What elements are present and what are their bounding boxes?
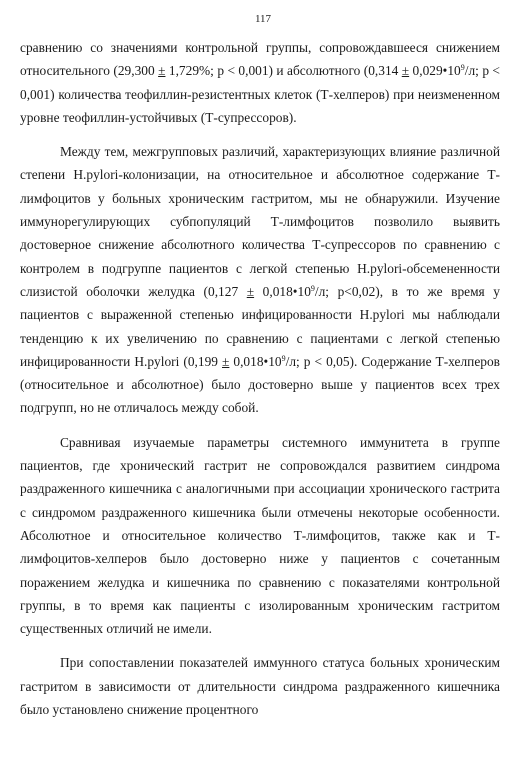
text-run: 0,018•10: [254, 283, 311, 299]
paragraph-gap: [20, 640, 500, 651]
superscript-exponent: 9: [310, 283, 315, 293]
text-run: При сопоставлении показателей иммунного статуса больных хроническим гастритом в зависимости от длительности синдрома раздраженного кишечника было установлено снижение процентного: [20, 655, 500, 718]
text-run: /л; p < 0,05). Содержание Т-хелперов (относительное и абсолютное) было достоверно выше у пациентов всех трех подгрупп, но не отличалось между собой.: [20, 353, 500, 416]
paragraph: [20, 651, 500, 721]
plus-minus-sign: ±: [222, 353, 230, 369]
text-run: /л; p<0,02), в то же время у пациентов с выраженной степенью инфицированности H.pylori мы наблюдали тенденцию к их увеличению по сравнению с пациентами с легкой степенью инфицированности H.pylori (0,199: [20, 283, 500, 369]
text-run: /л; p < 0,001) количества теофиллин-резистентных клеток (Т-хелперов) при неизмененном уровне теофиллин-устойчивых (Т-супрессоров).: [20, 63, 500, 125]
text-run: 0,018•10: [229, 353, 282, 369]
paragraph: [20, 431, 500, 641]
paragraph-gap: [20, 420, 500, 431]
text-run: Между тем, межгрупповых различий, характеризующих влияние различной степени H.pylori-колонизации, на относительное и абсолютное содержание Т-лимфоцитов у больных хроническим гастритом, мы не обнаружили. Изучение иммунорегулирующих субпопуляций Т-лимфоцитов позволило выявить достоверное снижение абсолютного количества Т-супрессоров по сравнению с контролем в подгруппе пациентов с легкой степенью H.pylori-обсемененности слизистой оболочки желудка (0,127: [20, 144, 500, 299]
text-run: сравнению со значениями контрольной группы, сопровождавшееся снижением относительного (29,300: [20, 40, 500, 79]
page-number: 117: [254, 13, 272, 25]
paragraph: [20, 140, 500, 420]
plus-minus-sign: ±: [158, 63, 166, 79]
plus-minus-sign: ±: [246, 283, 255, 299]
text-run: Сравнивая изучаемые параметры системного иммунитета в группе пациентов, где хронический гастрит не сопровождался развитием синдрома раздраженного кишечника с аналогичными при ассоциации хронического гастрита с синдромом раздраженного кишечника были отмечены некоторые особенности. Абсолютное и относительное количество Т-лимфоцитов, также как и Т-лимфоцитов-хелперов было достоверно ниже у пациентов с сочетанным поражением желудка и кишечника по сравнению с показателями контрольной группы, в то время как пациенты с изолированным хроническим гастритом существенных отличий не имели.: [20, 434, 500, 637]
paragraph: [20, 36, 500, 129]
text-run: 1,729%; p < 0,001) и абсолютного (0,314: [165, 63, 402, 79]
text-run: 0,029•10: [409, 63, 461, 79]
superscript-exponent: 9: [460, 63, 465, 73]
document-body: [20, 36, 500, 721]
plus-minus-sign: ±: [401, 63, 410, 79]
superscript-exponent: 9: [281, 353, 286, 363]
paragraph-gap: [20, 129, 500, 140]
